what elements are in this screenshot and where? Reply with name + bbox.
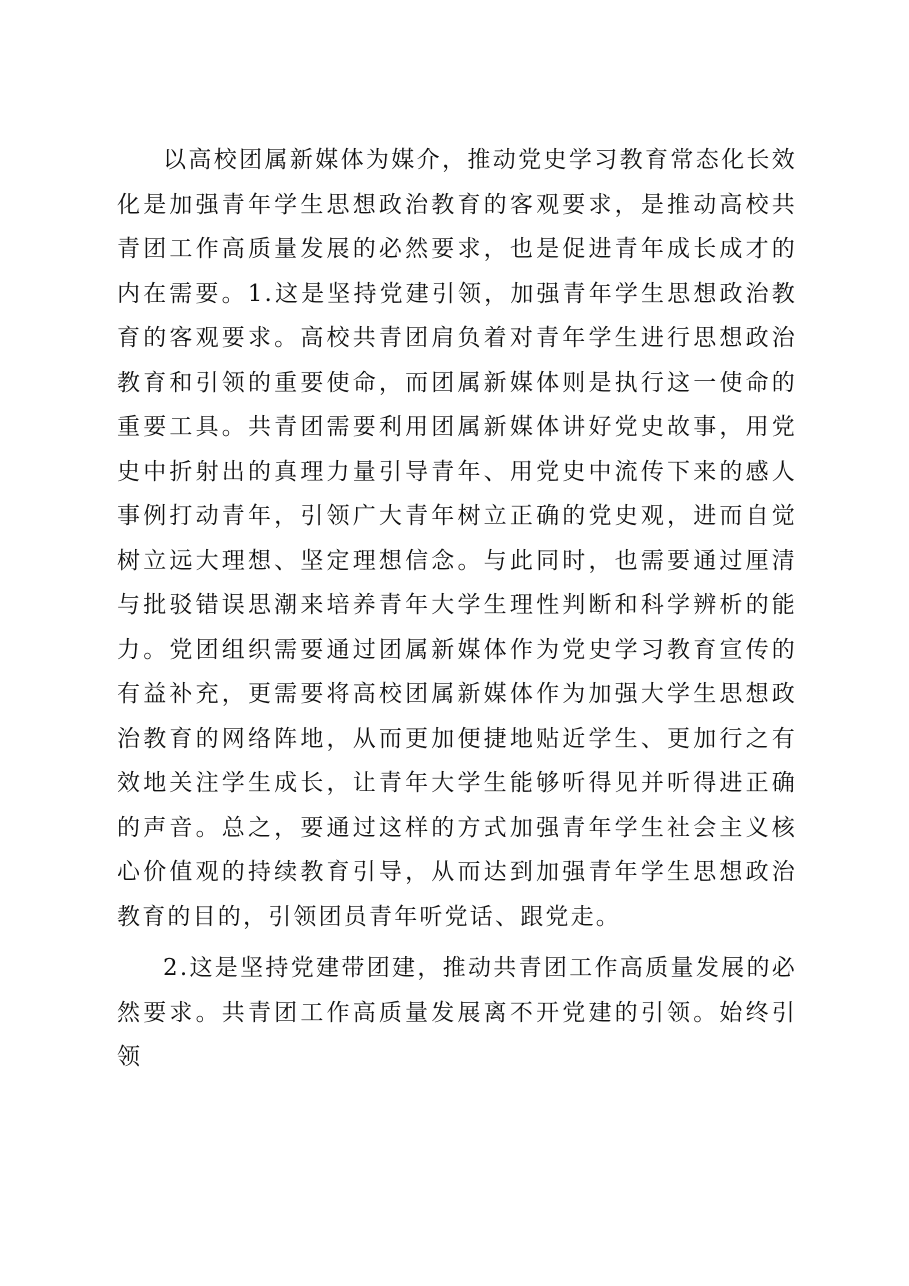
paragraph-2: 2.这是坚持党建带团建，推动共青团工作高质量发展的必然要求。共青团工作高质量发展离不开党建的引领。始终引领 [117,955,797,1070]
document-body [117,138,797,1080]
paragraph-1: 以高校团属新媒体为媒介，推动党史学习教育常态化长效化是加强青年学生思想政治教育的客观要求，是推动高校共青团工作高质量发展的必然要求，也是促进青年成长成才的内在需要。1.这是坚持党建引领，加强青年学生思想政治教育的客观要求。高校共青团肩负着对青年学生进行思想政治教育和引领的重要使命，而团属新媒体则是执行这一使命的重要工具。共青团需要利用团属新媒体讲好党史故事，用党史中折射出的真理力量引导青年、用党史中流传下来的感人事例打动青年，引领广大青年树立正确的党史观，进而自觉树立远大理想、坚定理想信念。与此同时，也需要通过厘清与批驳错误思潮来培养青年大学生理性判断和科学辨析的能力。党团组织需要通过团属新媒体作为党史学习教育宣传的有益补充，更需要将高校团属新媒体作为加强大学生思想政治教育的网络阵地，从而更加便捷地贴近学生、更加行之有效地关注学生成长，让青年大学生能够听得见并听得进正确的声音。总之，要通过这样的方式加强青年学生社会主义核心价值观的持续教育引导，从而达到加强青年学生思想政治教育的目的，引领团员青年听党话、跟党走。 [117,147,797,930]
